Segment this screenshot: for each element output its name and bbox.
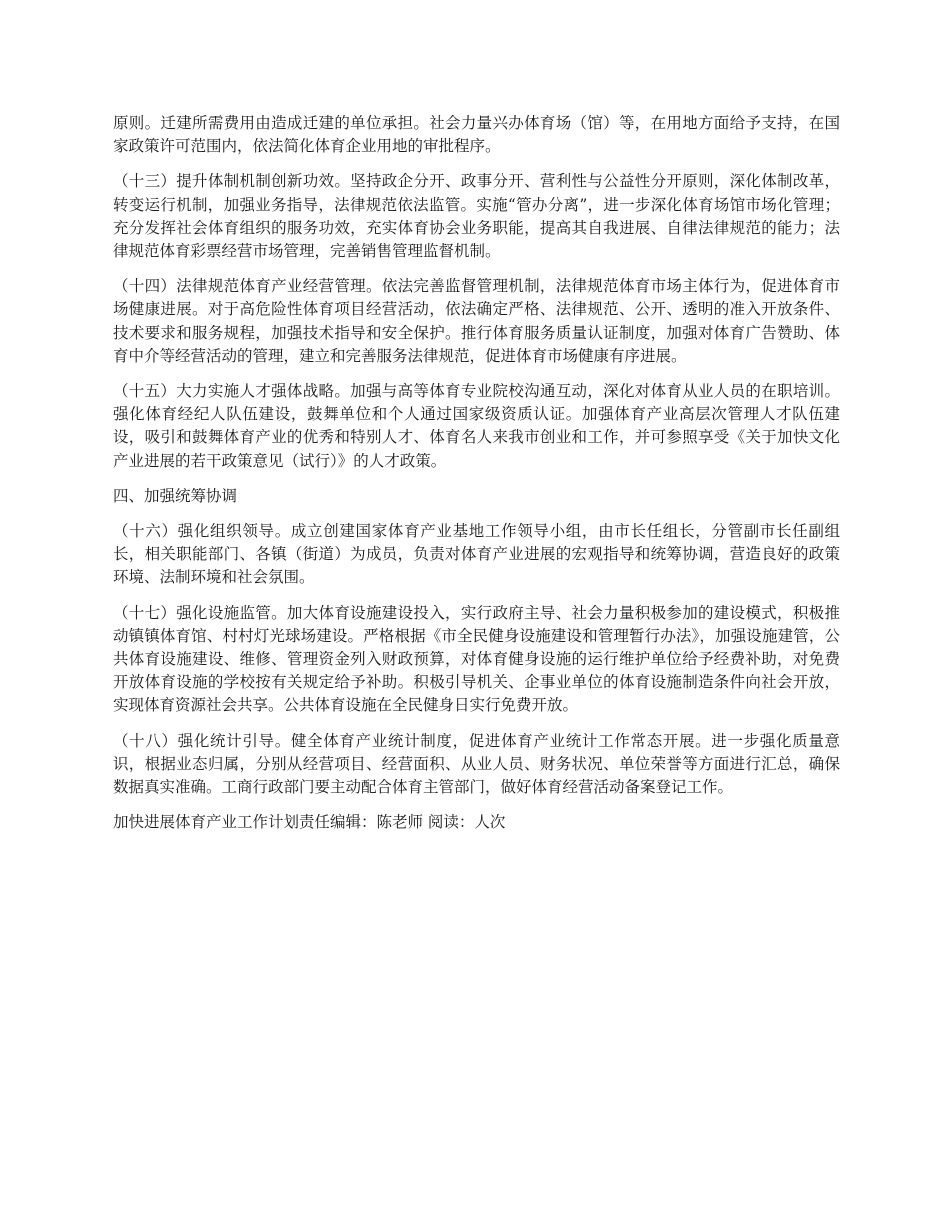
- paragraph-16-organization-leadership: （十六）强化组织领导。成立创建国家体育产业基地工作领导小组，由市长任组长，分管副市长任副组长，相关职能部门、各镇（街道）为成员，负责对体育产业进展的宏观指导和统筹协调，营造良好的政策环境、法制环境和社会氛围。: [113, 522, 840, 587]
- document-body: [113, 112, 840, 846]
- paragraph-17-facility-supervision: （十七）强化设施监管。加大体育设施建设投入，实行政府主导、社会力量积极参加的建设模式，积极推动镇镇体育馆、村村灯光球场建设。严格根据《市全民健身设施建设和管理暂行办法》，加强设施建管，公共体育设施建设、维修、管理资金列入财政预算，对体育健身设施的运行维护单位给予经费补助，对免费开放体育设施的学校按有关规定给予补助。积极引导机关、企事业单位的体育设施制造条件向社会开放，实现体育资源社会共享。公共体育设施在全民健身日实行免费开放。: [113, 603, 840, 715]
- paragraph-13-institutional-innovation: （十三）提升体制机制创新功效。坚持政企分开、政事分开、营利性与公益性分开原则，深化体制改革，转变运行机制，加强业务指导，法律规范依法监管。实施“管办分离”，进一步深化体育场馆市场化管理；充分发挥社会体育组织的服务功效，充实体育协会业务职能，提高其自我进展、自律法律规范的能力；法律规范体育彩票经营市场管理，完善销售管理监督机制。: [113, 172, 840, 261]
- paragraph-14-industry-management: （十四）法律规范体育产业经营管理。依法完善监督管理机制，法律规范体育市场主体行为，促进体育市场健康进展。对于高危险性体育项目经营活动，依法确定严格、法律规范、公开、透明的准入开放条件、技术要求和服务规程，加强技术指导和安全保护。推行体育服务质量认证制度，加强对体育广告赞助、体育中介等经营活动的管理，建立和完善服务法律规范，促进体育市场健康有序进展。: [113, 277, 840, 365]
- paragraph-18-statistics-guidance: （十八）强化统计引导。健全体育产业统计制度，促进体育产业统计工作常态开展。进一步强化质量意识，根据业态归属，分别从经营项目、经营面积、从业人员、财务状况、单位荣誉等方面进行汇总，确保数据真实准确。工商行政部门要主动配合体育主管部门，做好体育经营活动备案登记工作。: [113, 731, 840, 797]
- paragraph-relocation-principle: 原则。迁建所需费用由造成迁建的单位承担。社会力量兴办体育场（馆）等，在用地方面给予支持，在国家政策许可范围内，依法简化体育企业用地的审批程序。: [113, 114, 840, 156]
- paragraph-15-talent-strategy: （十五）大力实施人才强体战略。加强与高等体育专业院校沟通互动，深化对体育从业人员的在职培训。强化体育经纪人队伍建设，鼓舞单位和个人通过国家级资质认证。加强体育产业高层次管理人才队伍建设，吸引和鼓舞体育产业的优秀和特别人才、体育名人来我市创业和工作，并可参照享受《关于加快文化产业进展的若干政策意见（试行）》的人才政策。: [113, 382, 840, 470]
- footer-editor-line: 加快进展体育产业工作计划责任编辑：陈老师 阅读：人次: [113, 813, 506, 832]
- section-heading-coordination: 四、加强统筹协调: [113, 486, 238, 505]
